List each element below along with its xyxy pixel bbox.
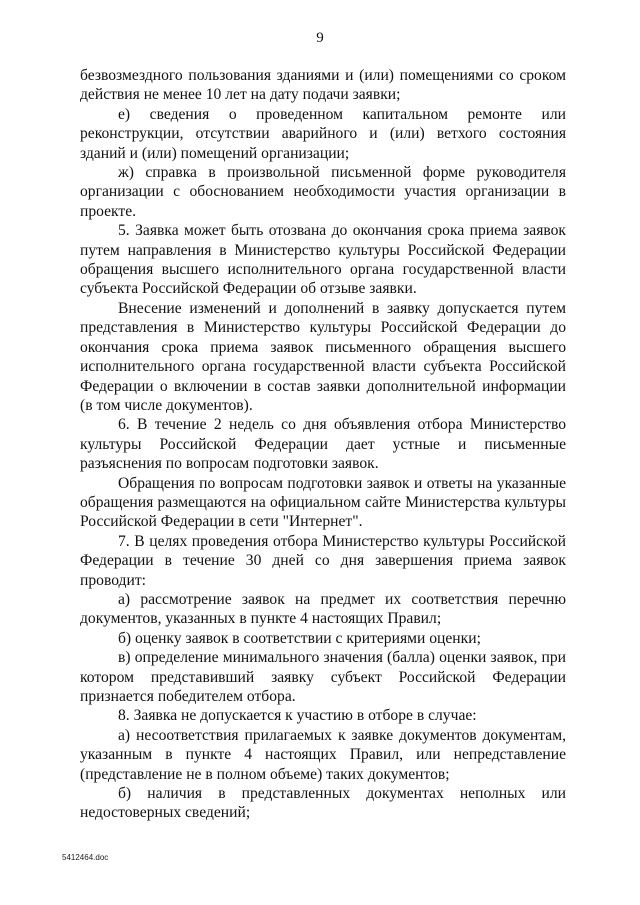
paragraph-clause-6: 6. В течение 2 недель со дня объявления отбора Министерство культуры Российской Федерации дает устные и письменные разъяснения по вопросам подготовки заявок. bbox=[80, 416, 566, 473]
page-number: 9 bbox=[316, 30, 324, 46]
paragraph-clause-6-inquiries: Обращения по вопросам подготовки заявок и ответы на указанные обращения размещаются на официальном сайте Министерства культуры Российской Федерации в сети "Интернет". bbox=[80, 474, 566, 531]
paragraph-clause-5-changes: Внесение изменений и дополнений в заявку допускается путем представления в Министерство культуры Российской Федерации до окончания срока приема заявок письменного обращения высшего исполнительного органа государственной власти субъекта Российской Федерации о включении в состав заявки дополнительной информации (в том числе документов). bbox=[80, 299, 566, 414]
paragraph-clause-8-item-a: а) несоответствия прилагаемых к заявке документов документам, указанным в пункте 4 настоящих Правил, или непредставление (представление не в полном объеме) таких документов; bbox=[80, 726, 566, 783]
document-body bbox=[80, 66, 566, 823]
paragraph-clause-5: 5. Заявка может быть отозвана до окончания срока приема заявок путем направления в Министерство культуры Российской Федерации обращения высшего исполнительного органа государственной власти субъекта Российской Федерации об отзыве заявки. bbox=[80, 222, 566, 298]
paragraph-clause-7-item-b: б) оценку заявок в соответствии с критериями оценки; bbox=[118, 629, 481, 647]
paragraph-clause-8-item-b: б) наличия в представленных документах неполных или недостоверных сведений; bbox=[80, 785, 566, 822]
paragraph-item-e: е) сведения о проведенном капитальном ремонте или реконструкции, отсутствии аварийного и (или) ветхого состояния зданий и (или) помещений организации; bbox=[80, 105, 566, 162]
paragraph-clause-8: 8. Заявка не допускается к участию в отборе в случае: bbox=[118, 707, 477, 725]
footer-doc-code: 5412464.doc bbox=[62, 853, 109, 862]
paragraph-continuation: безвозмездного пользования зданиями и (или) помещениями со сроком действия не менее 10 лет на дату подачи заявки; bbox=[80, 67, 566, 104]
paragraph-item-zh: ж) справка в произвольной письменной форме руководителя организации с обоснованием необходимости участия организации в проекте. bbox=[80, 164, 566, 220]
paragraph-clause-7-item-a: а) рассмотрение заявок на предмет их соответствия перечню документов, указанных в пункте 4 настоящих Правил; bbox=[80, 590, 566, 628]
paragraph-clause-7: 7. В целях проведения отбора Министерство культуры Российской Федерации в течение 30 дней со дня завершения приема заявок проводит: bbox=[80, 532, 566, 589]
paragraph-clause-7-item-v: в) определение минимального значения (балла) оценки заявок, при котором представивший заявку субъект Российской Федерации признается победителем отбора. bbox=[80, 649, 566, 705]
